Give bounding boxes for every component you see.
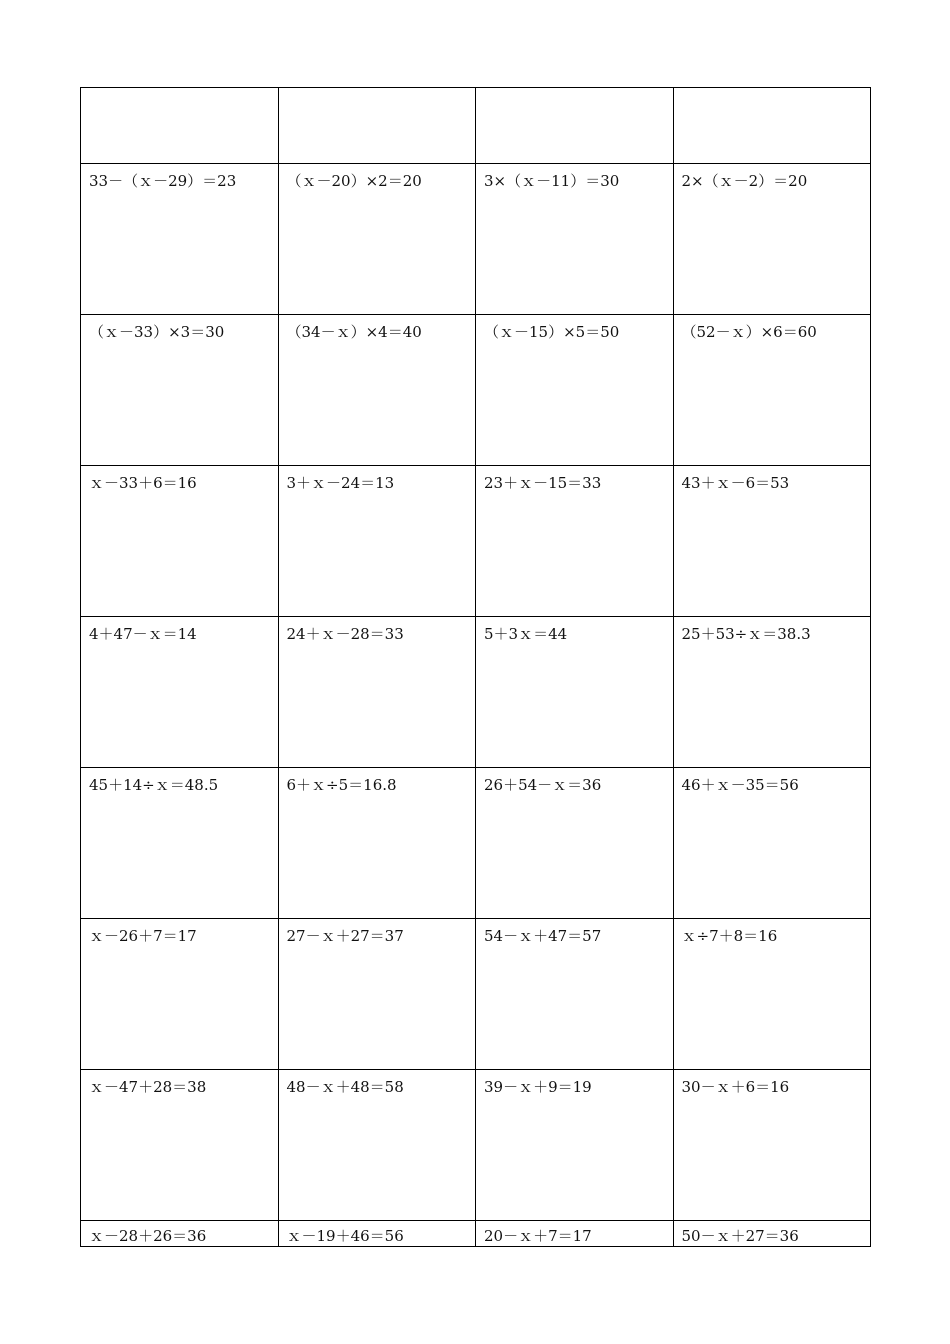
table-row xyxy=(81,466,871,617)
equation-cell: 24＋ｘ－28＝33 xyxy=(278,617,476,768)
equation-cell: ｘ－47＋28＝38 xyxy=(81,1070,279,1221)
equation-worksheet-table xyxy=(80,87,871,1247)
equation-cell: （ｘ－20）×2＝20 xyxy=(278,164,476,315)
equation-cell: （34－ｘ）×4＝40 xyxy=(278,315,476,466)
equation-cell: 30－ｘ＋6＝16 xyxy=(673,1070,871,1221)
equation-cell: 50－ｘ＋27＝36 xyxy=(673,1221,871,1247)
equation-cell xyxy=(673,88,871,164)
equation-cell: 6＋ｘ÷5＝16.8 xyxy=(278,768,476,919)
equation-cell: （ｘ－33）×3＝30 xyxy=(81,315,279,466)
equation-cell: 4＋47－ｘ＝14 xyxy=(81,617,279,768)
table-row xyxy=(81,315,871,466)
table-row xyxy=(81,768,871,919)
equation-cell: 43＋ｘ－6＝53 xyxy=(673,466,871,617)
table-row xyxy=(81,1221,871,1247)
equation-cell: 2×（ｘ－2）＝20 xyxy=(673,164,871,315)
equation-cell: 25＋53÷ｘ＝38.3 xyxy=(673,617,871,768)
equation-cell: 39－ｘ＋9＝19 xyxy=(476,1070,674,1221)
equation-cell: 27－ｘ＋27＝37 xyxy=(278,919,476,1070)
table-row xyxy=(81,617,871,768)
equation-cell: 3×（ｘ－11）＝30 xyxy=(476,164,674,315)
equation-cell: 45＋14÷ｘ＝48.5 xyxy=(81,768,279,919)
equation-cell: 20－ｘ＋7＝17 xyxy=(476,1221,674,1247)
equation-cell: ｘ－19＋46＝56 xyxy=(278,1221,476,1247)
table-row xyxy=(81,88,871,164)
table-row xyxy=(81,919,871,1070)
equation-cell: 54－ｘ＋47＝57 xyxy=(476,919,674,1070)
equation-cell: 26＋54－ｘ＝36 xyxy=(476,768,674,919)
equation-cell: ｘ－26＋7＝17 xyxy=(81,919,279,1070)
equation-cell xyxy=(81,88,279,164)
equation-cell: （52－ｘ）×6＝60 xyxy=(673,315,871,466)
equation-cell: ｘ－28＋26＝36 xyxy=(81,1221,279,1247)
equation-cell: （ｘ－15）×5＝50 xyxy=(476,315,674,466)
equation-cell: 48－ｘ＋48＝58 xyxy=(278,1070,476,1221)
table-row xyxy=(81,1070,871,1221)
equation-cell xyxy=(278,88,476,164)
equation-cell: ｘ÷7＋8＝16 xyxy=(673,919,871,1070)
equation-cell xyxy=(476,88,674,164)
equation-cell: 23＋ｘ－15＝33 xyxy=(476,466,674,617)
equation-cell: 46＋ｘ－35＝56 xyxy=(673,768,871,919)
equation-cell: 33－（ｘ－29）＝23 xyxy=(81,164,279,315)
equation-cell: 3＋ｘ－24＝13 xyxy=(278,466,476,617)
equation-cell: ｘ－33＋6＝16 xyxy=(81,466,279,617)
equation-cell: 5＋3ｘ＝44 xyxy=(476,617,674,768)
table-row xyxy=(81,164,871,315)
